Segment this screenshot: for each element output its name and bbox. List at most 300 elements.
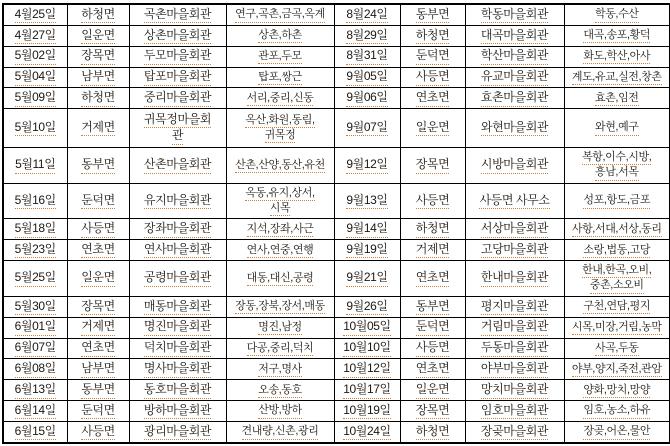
township-cell <box>67 359 129 380</box>
villages-cell <box>564 338 670 359</box>
villages-cell <box>564 67 670 88</box>
table-row <box>3 401 670 422</box>
villages-cell <box>226 109 334 148</box>
table-row <box>3 4 670 25</box>
township-cell <box>400 183 465 219</box>
cell-text: 5월25일 <box>6 270 65 287</box>
cell-text: 일운면 <box>70 270 127 287</box>
cell-text: 사곡,두동 <box>567 341 668 356</box>
cell-text: 9월19일 <box>337 242 398 259</box>
date-cell <box>334 240 400 261</box>
cell-text: 거제면 <box>70 319 127 336</box>
cell-text: 6월15일 <box>6 424 65 441</box>
cell-text: 산촌,산양,동산,유천 <box>229 158 332 173</box>
township-cell <box>400 401 465 422</box>
cell-text: 시방마을회관 <box>468 157 562 174</box>
cell-text: 장동,장북,장서,매동 <box>229 299 332 314</box>
hall-cell <box>129 401 226 422</box>
cell-text: 견내량,신촌,광리 <box>229 424 332 439</box>
hall-cell <box>465 296 564 317</box>
township-cell <box>400 147 465 183</box>
cell-text: 둔덕면 <box>70 403 127 420</box>
cell-text: 서리,중리,신동 <box>229 91 332 106</box>
schedule-table <box>2 3 670 444</box>
cell-text: 6월01일 <box>6 319 65 336</box>
township-cell <box>67 261 129 297</box>
hall-cell <box>129 183 226 219</box>
cell-text: 사등면 사무소 <box>468 193 562 210</box>
cell-text: 5월16일 <box>6 193 65 210</box>
date-cell <box>334 401 400 422</box>
hall-cell <box>465 422 564 443</box>
cell-text: 시목,미장,거림,농막 <box>567 320 668 335</box>
table-row <box>3 25 670 46</box>
cell-text: 한내,한곡,오비, 중촌,소오비 <box>567 263 668 294</box>
cell-text: 10월19일 <box>337 403 398 420</box>
cell-text: 10월05일 <box>337 319 398 336</box>
villages-cell <box>226 261 334 297</box>
township-cell <box>67 296 129 317</box>
township-cell <box>67 88 129 109</box>
date-cell <box>3 88 67 109</box>
cell-text: 장목면 <box>70 299 127 316</box>
cell-text: 10월17일 <box>337 382 398 399</box>
cell-text: 연초면 <box>70 242 127 259</box>
villages-cell <box>564 109 670 148</box>
cell-text: 6월08일 <box>6 361 65 378</box>
table-row <box>3 296 670 317</box>
hall-cell <box>129 422 226 443</box>
table-row <box>3 261 670 297</box>
township-cell <box>400 88 465 109</box>
cell-text: 9월07일 <box>337 120 398 137</box>
hall-cell <box>465 109 564 148</box>
township-cell <box>67 147 129 183</box>
cell-text: 지석,장좌,사근 <box>229 222 332 237</box>
hall-cell <box>129 67 226 88</box>
cell-text: 명진,남정 <box>229 320 332 335</box>
cell-text: 10월12일 <box>337 361 398 378</box>
cell-text: 10월10일 <box>337 340 398 357</box>
cell-text: 상촌마을회관 <box>132 28 224 45</box>
date-cell <box>334 4 400 25</box>
villages-cell <box>564 296 670 317</box>
date-cell <box>3 219 67 240</box>
date-cell <box>334 109 400 148</box>
township-cell <box>67 380 129 401</box>
date-cell <box>3 317 67 338</box>
cell-text: 상촌,하촌 <box>229 28 332 43</box>
cell-text: 야부,양지,죽전,관암 <box>567 362 668 377</box>
date-cell <box>334 67 400 88</box>
cell-text: 둔덕면 <box>70 193 127 210</box>
hall-cell <box>129 4 226 25</box>
cell-text: 망치마을회관 <box>468 382 562 399</box>
cell-text: 8월29일 <box>337 28 398 45</box>
cell-text: 명진마을회관 <box>132 319 224 336</box>
table-row <box>3 147 670 183</box>
cell-text: 5월04일 <box>6 69 65 86</box>
cell-text: 다공,중리,덕치 <box>229 341 332 356</box>
hall-cell <box>129 296 226 317</box>
cell-text: 사항,서대,서상,동리 <box>567 222 668 237</box>
cell-text: 9월14일 <box>337 221 398 238</box>
hall-cell <box>129 109 226 148</box>
date-cell <box>334 317 400 338</box>
cell-text: 동부면 <box>70 382 127 399</box>
cell-text: 두동마을회관 <box>468 340 562 357</box>
cell-text: 5월09일 <box>6 90 65 107</box>
cell-text: 9월12일 <box>337 157 398 174</box>
township-cell <box>400 380 465 401</box>
cell-text: 5월30일 <box>6 299 65 316</box>
township-cell <box>400 261 465 297</box>
cell-text: 연초면 <box>403 90 463 107</box>
township-cell <box>67 25 129 46</box>
date-cell <box>334 46 400 67</box>
cell-text: 장목면 <box>403 157 463 174</box>
cell-text: 사등면 <box>70 221 127 238</box>
cell-text: 9월13일 <box>337 193 398 210</box>
cell-text: 5월11일 <box>6 157 65 174</box>
cell-text: 대곡,송포,황덕 <box>567 28 668 43</box>
cell-text: 장좌마을회관 <box>132 221 224 238</box>
cell-text: 동부면 <box>70 157 127 174</box>
date-cell <box>3 359 67 380</box>
cell-text: 야부마을회관 <box>468 361 562 378</box>
cell-text: 하청면 <box>70 90 127 107</box>
villages-cell <box>226 296 334 317</box>
cell-text: 화도,학산,아사 <box>567 49 668 64</box>
cell-text: 광리마을회관 <box>132 424 224 441</box>
hall-cell <box>465 317 564 338</box>
cell-text: 매동마을회관 <box>132 299 224 316</box>
villages-cell <box>564 25 670 46</box>
table-row <box>3 46 670 67</box>
date-cell <box>334 25 400 46</box>
date-cell <box>334 422 400 443</box>
date-cell <box>3 296 67 317</box>
date-cell <box>3 401 67 422</box>
cell-text: 유교마을회관 <box>468 69 562 86</box>
cell-text: 4월27일 <box>6 28 65 45</box>
villages-cell <box>226 147 334 183</box>
cell-text: 남부면 <box>70 69 127 86</box>
hall-cell <box>129 219 226 240</box>
cell-text: 6월07일 <box>6 340 65 357</box>
cell-text: 8월24일 <box>337 7 398 24</box>
cell-text: 장목면 <box>403 403 463 420</box>
villages-cell <box>564 261 670 297</box>
date-cell <box>334 359 400 380</box>
cell-text: 유지마을회관 <box>132 193 224 210</box>
township-cell <box>67 67 129 88</box>
township-cell <box>67 183 129 219</box>
cell-text: 동부면 <box>403 299 463 316</box>
table-row <box>3 240 670 261</box>
hall-cell <box>129 380 226 401</box>
table-row <box>3 183 670 219</box>
township-cell <box>67 4 129 25</box>
cell-text: 5월10일 <box>6 120 65 137</box>
cell-text: 임호마을회관 <box>468 403 562 420</box>
villages-cell <box>226 46 334 67</box>
villages-cell <box>226 219 334 240</box>
cell-text: 하청면 <box>403 221 463 238</box>
villages-cell <box>564 359 670 380</box>
cell-text: 남부면 <box>70 361 127 378</box>
township-cell <box>400 219 465 240</box>
villages-cell <box>564 88 670 109</box>
villages-cell <box>564 183 670 219</box>
cell-text: 하청면 <box>70 7 127 24</box>
hall-cell <box>129 338 226 359</box>
date-cell <box>3 380 67 401</box>
township-cell <box>67 317 129 338</box>
villages-cell <box>226 240 334 261</box>
hall-cell <box>465 380 564 401</box>
table-row <box>3 109 670 148</box>
cell-text: 효촌마을회관 <box>468 90 562 107</box>
township-cell <box>400 25 465 46</box>
villages-cell <box>226 183 334 219</box>
cell-text: 공령마을회관 <box>132 270 224 287</box>
cell-text: 복항,이수,시방, 흥남,서목 <box>567 150 668 181</box>
hall-cell <box>465 25 564 46</box>
cell-text: 산촌마을회관 <box>132 157 224 174</box>
township-cell <box>67 219 129 240</box>
table-row <box>3 338 670 359</box>
cell-text: 연초면 <box>403 270 463 287</box>
villages-cell <box>226 401 334 422</box>
hall-cell <box>129 147 226 183</box>
date-cell <box>334 219 400 240</box>
cell-text: 오송,동호 <box>229 383 332 398</box>
hall-cell <box>129 88 226 109</box>
cell-text: 하청면 <box>403 28 463 45</box>
date-cell <box>3 183 67 219</box>
cell-text: 고당마을회관 <box>468 242 562 259</box>
cell-text: 소랑,법동,고당 <box>567 243 668 258</box>
cell-text: 거제면 <box>70 120 127 137</box>
villages-cell <box>564 401 670 422</box>
cell-text: 9월05일 <box>337 69 398 86</box>
township-cell <box>400 109 465 148</box>
cell-text: 동부면 <box>403 7 463 24</box>
cell-text: 계도,유교,실전,창촌 <box>567 70 668 85</box>
date-cell <box>3 46 67 67</box>
schedule-table-body <box>3 4 670 443</box>
cell-text: 사등면 <box>70 424 127 441</box>
cell-text: 와현,예구 <box>567 120 668 135</box>
cell-text: 5월02일 <box>6 48 65 65</box>
cell-text: 둔덕면 <box>403 48 463 65</box>
date-cell <box>334 147 400 183</box>
date-cell <box>3 240 67 261</box>
table-row <box>3 422 670 443</box>
township-cell <box>67 109 129 148</box>
township-cell <box>400 240 465 261</box>
cell-text: 일운면 <box>403 120 463 137</box>
cell-text: 산방,방하 <box>229 403 332 418</box>
township-cell <box>400 46 465 67</box>
villages-cell <box>226 359 334 380</box>
cell-text: 동호마을회관 <box>132 382 224 399</box>
villages-cell <box>564 147 670 183</box>
cell-text: 6월14일 <box>6 403 65 420</box>
cell-text: 성포,항도,금포 <box>567 193 668 208</box>
date-cell <box>334 88 400 109</box>
township-cell <box>67 422 129 443</box>
cell-text: 5월23일 <box>6 242 65 259</box>
date-cell <box>3 4 67 25</box>
hall-cell <box>465 4 564 25</box>
cell-text: 사등면 <box>403 69 463 86</box>
villages-cell <box>564 240 670 261</box>
cell-text: 두모마을회관 <box>132 48 224 65</box>
date-cell <box>3 67 67 88</box>
cell-text: 방하마을회관 <box>132 403 224 420</box>
cell-text: 하청면 <box>403 424 463 441</box>
table-row <box>3 67 670 88</box>
villages-cell <box>226 422 334 443</box>
hall-cell <box>129 261 226 297</box>
table-row <box>3 88 670 109</box>
hall-cell <box>465 240 564 261</box>
villages-cell <box>226 317 334 338</box>
township-cell <box>400 317 465 338</box>
township-cell <box>67 338 129 359</box>
township-cell <box>400 4 465 25</box>
hall-cell <box>465 219 564 240</box>
cell-text: 연사마을회관 <box>132 242 224 259</box>
date-cell <box>334 380 400 401</box>
villages-cell <box>564 46 670 67</box>
cell-text: 탑포,쌍근 <box>229 70 332 85</box>
cell-text: 둔덕면 <box>403 319 463 336</box>
cell-text: 서상마을회관 <box>468 221 562 238</box>
cell-text: 귀목정마을회 관 <box>132 112 224 145</box>
cell-text: 한내마을회관 <box>468 270 562 287</box>
cell-text: 4월25일 <box>6 7 65 24</box>
cell-text: 10월24일 <box>337 424 398 441</box>
cell-text: 명사마을회관 <box>132 361 224 378</box>
cell-text: 거제면 <box>403 242 463 259</box>
cell-text: 5월18일 <box>6 221 65 238</box>
date-cell <box>3 422 67 443</box>
villages-cell <box>564 422 670 443</box>
date-cell <box>334 261 400 297</box>
cell-text: 장곶마을회관 <box>468 424 562 441</box>
hall-cell <box>465 338 564 359</box>
cell-text: 9월26일 <box>337 299 398 316</box>
cell-text: 학동,수산 <box>567 7 668 22</box>
cell-text: 9월21일 <box>337 270 398 287</box>
hall-cell <box>465 147 564 183</box>
hall-cell <box>465 46 564 67</box>
villages-cell <box>564 4 670 25</box>
villages-cell <box>226 4 334 25</box>
cell-text: 연사,연중,연행 <box>229 243 332 258</box>
cell-text: 효촌,임전 <box>567 91 668 106</box>
villages-cell <box>226 67 334 88</box>
township-cell <box>400 338 465 359</box>
villages-cell <box>226 338 334 359</box>
cell-text: 사등면 <box>403 193 463 210</box>
cell-text: 장곶,어온,물안 <box>567 424 668 439</box>
cell-text: 임호,농소,하유 <box>567 403 668 418</box>
cell-text: 옥산,화원,동림, 귀목정 <box>229 113 332 144</box>
township-cell <box>67 240 129 261</box>
table-row <box>3 380 670 401</box>
cell-text: 구천,연담,평지 <box>567 299 668 314</box>
township-cell <box>400 67 465 88</box>
table-row <box>3 317 670 338</box>
cell-text: 덕치마을회관 <box>132 340 224 357</box>
hall-cell <box>129 359 226 380</box>
hall-cell <box>465 359 564 380</box>
cell-text: 관포,두모 <box>229 49 332 64</box>
hall-cell <box>129 317 226 338</box>
hall-cell <box>129 240 226 261</box>
township-cell <box>400 359 465 380</box>
township-cell <box>67 46 129 67</box>
villages-cell <box>226 380 334 401</box>
cell-text: 연초면 <box>70 340 127 357</box>
villages-cell <box>564 219 670 240</box>
date-cell <box>334 183 400 219</box>
table-row <box>3 359 670 380</box>
cell-text: 곡촌마을회관 <box>132 7 224 24</box>
hall-cell <box>465 401 564 422</box>
hall-cell <box>129 46 226 67</box>
cell-text: 평지마을회관 <box>468 299 562 316</box>
cell-text: 학동마을회관 <box>468 7 562 24</box>
villages-cell <box>564 317 670 338</box>
date-cell <box>334 296 400 317</box>
date-cell <box>3 261 67 297</box>
hall-cell <box>465 183 564 219</box>
cell-text: 장목면 <box>70 48 127 65</box>
hall-cell <box>465 261 564 297</box>
cell-text: 중리마을회관 <box>132 90 224 107</box>
cell-text: 대동,대신,공령 <box>229 271 332 286</box>
cell-text: 연초면 <box>403 361 463 378</box>
table-row <box>3 219 670 240</box>
cell-text: 8월31일 <box>337 48 398 65</box>
cell-text: 와현마을회관 <box>468 120 562 137</box>
cell-text: 거림마을회관 <box>468 319 562 336</box>
cell-text: 일운면 <box>70 28 127 45</box>
cell-text: 9월06일 <box>337 90 398 107</box>
cell-text: 양화,망치,망양 <box>567 383 668 398</box>
cell-text: 탑포마을회관 <box>132 69 224 86</box>
township-cell <box>400 422 465 443</box>
date-cell <box>3 147 67 183</box>
cell-text: 학산마을회관 <box>468 48 562 65</box>
cell-text: 대곡마을회관 <box>468 28 562 45</box>
hall-cell <box>465 88 564 109</box>
cell-text: 저구,명사 <box>229 362 332 377</box>
cell-text: 일운면 <box>403 382 463 399</box>
cell-text: 연구,곡촌,금곡,옥계 <box>229 7 332 22</box>
date-cell <box>3 109 67 148</box>
cell-text: 사등면 <box>403 340 463 357</box>
date-cell <box>3 338 67 359</box>
villages-cell <box>564 380 670 401</box>
cell-text: 6월13일 <box>6 382 65 399</box>
township-cell <box>400 296 465 317</box>
